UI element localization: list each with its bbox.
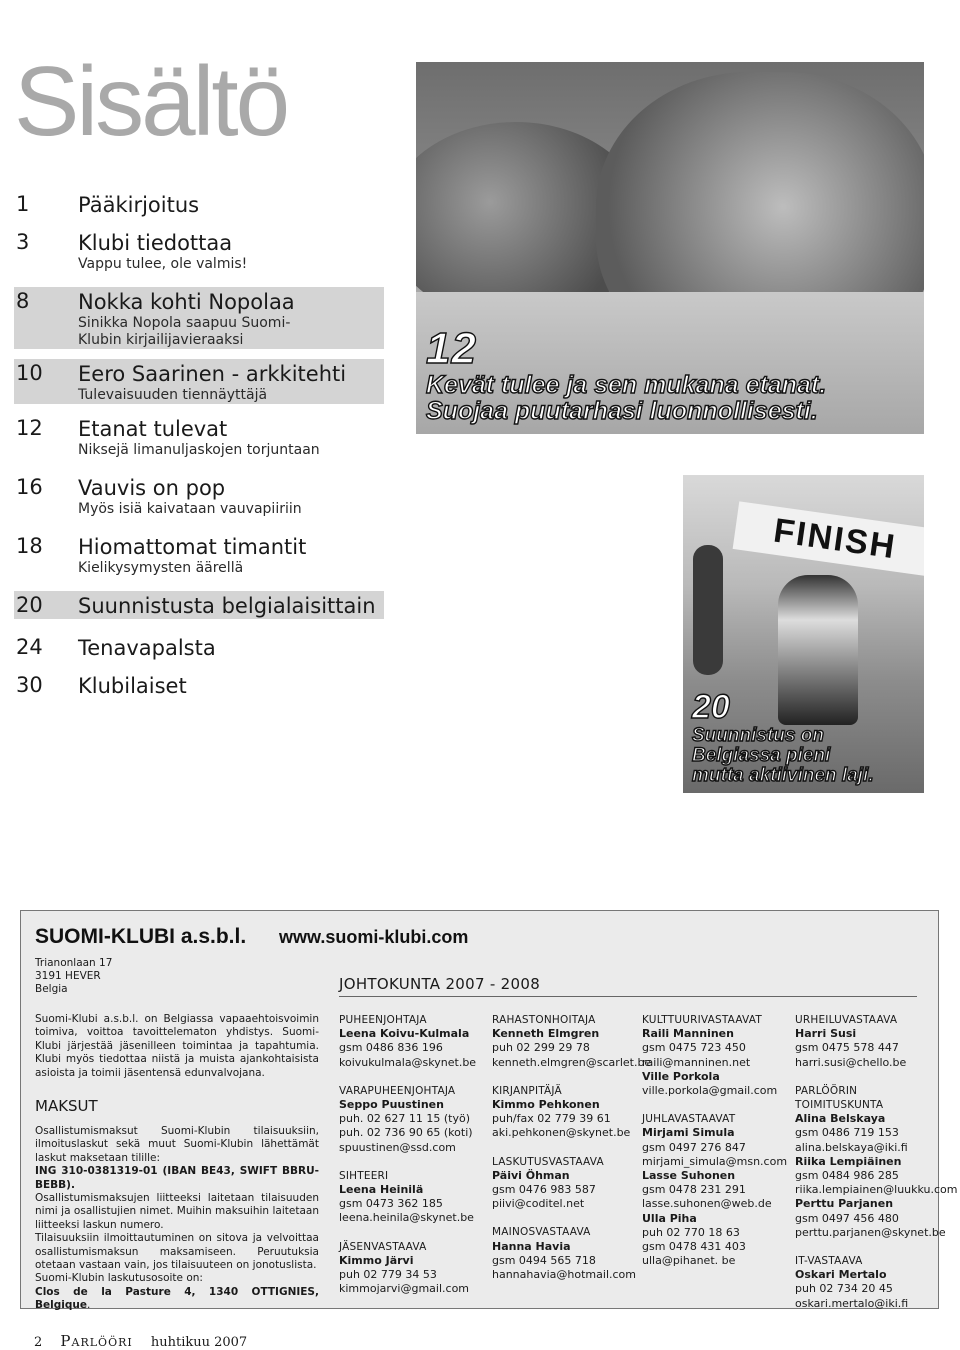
board-title: JOHTOKUNTA 2007 - 2008 [339, 975, 541, 993]
toc-title: Pääkirjoitus [78, 193, 200, 217]
board-member-name: Riika Lempiäinen [795, 1154, 902, 1168]
member-email[interactable]: raili@manninen.net [642, 1055, 751, 1069]
spacer [642, 1098, 790, 1112]
address-line: Trianonlaan 17 [35, 957, 113, 969]
member-email[interactable]: perttu.parjanen@skynet.be [795, 1225, 946, 1239]
board-member-name: Raili Manninen [642, 1027, 734, 1041]
member-phone: puh 02 779 34 53 [339, 1268, 437, 1282]
toc-entry[interactable] [14, 473, 384, 518]
board-role: VARAPUHEENJOHTAJA [339, 1084, 456, 1097]
toc-page-number: 10 [16, 361, 43, 385]
board-column [795, 1013, 958, 1311]
member-email[interactable]: kenneth.elmgren@scarlet.be [492, 1055, 652, 1069]
finish-banner: FINISH [733, 501, 924, 576]
board-member-name: Harri Susi [795, 1027, 857, 1041]
member-email[interactable]: harri.susi@chello.be [795, 1055, 907, 1069]
toc-entry[interactable] [14, 591, 384, 619]
spacer [492, 1211, 640, 1225]
toc-entry[interactable] [14, 633, 384, 661]
maksut-paragraph: Suomi-Klubin laskutusosoite on: [35, 1272, 203, 1285]
board-member-name: Ulla Piha [642, 1211, 697, 1225]
address-line: Belgia [35, 983, 68, 995]
board-column [339, 1013, 487, 1296]
toc-subtitle: Vappu tulee, ole valmis! [78, 256, 248, 272]
board-column [492, 1013, 652, 1282]
bank-account: ING 310-0381319-01 (IBAN BE43, SWIFT BBRU-BEBB). [35, 1165, 319, 1191]
board-member-name: Leena Koivu-Kulmala [339, 1027, 470, 1041]
member-email[interactable]: piivi@coditel.net [492, 1197, 585, 1211]
board-role: RAHASTONHOITAJA [492, 1014, 596, 1026]
maksut-paragraph: Osallistumismaksut Suomi-Klubin tilaisuuksiin, ilmoituslaskut sekä muut Suomi-Klubin lähettämät laskut maksetaan tilille: [35, 1125, 319, 1164]
member-phone: puh 02 299 29 78 [492, 1041, 590, 1055]
member-email[interactable]: hannahavia@hotmail.com [492, 1268, 636, 1282]
member-email[interactable]: leena.heinila@skynet.be [339, 1211, 474, 1225]
toc-entry[interactable] [14, 228, 384, 273]
toc-page-number: 16 [16, 475, 43, 499]
member-phone: gsm 0497 456 480 [795, 1211, 899, 1225]
toc-title: Klubilaiset [78, 674, 187, 698]
member-phone: gsm 0484 986 285 [795, 1169, 899, 1183]
photo2-caption [692, 690, 874, 786]
board-member-name: Kimmo Järvi [339, 1253, 414, 1267]
toc-page-number: 8 [16, 289, 30, 313]
photo2-caption-line: mutta aktiivinen laji. [692, 764, 874, 786]
member-phone: gsm 0478 431 403 [642, 1240, 746, 1254]
toc-entry[interactable] [14, 671, 384, 699]
divider [339, 996, 917, 997]
toc-entry[interactable] [14, 190, 384, 218]
toc-title: Suunnistusta belgialaisittain [78, 594, 376, 618]
toc-page-number: 30 [16, 673, 43, 697]
member-email[interactable]: ulla@pihanet. be [642, 1254, 736, 1268]
board-role: URHEILUVASTAAVA [795, 1014, 898, 1026]
toc-page-number: 24 [16, 635, 43, 659]
maksut-paragraph: Tilaisuuksiin ilmoittautuminen on sitova ja velvoittaa osallistumismaksun maksamiseen. Peruutuksia otetaan vastaan vain, jos tilaisuuteen on jonotuslista. [35, 1232, 319, 1272]
photo2-caption-line: Suunnistus on [692, 724, 824, 746]
toc-page-number: 20 [16, 593, 43, 617]
board-member-name: Kimmo Pehkonen [492, 1098, 600, 1112]
member-email[interactable]: mirjami_simula@msn.com [642, 1154, 788, 1168]
board-member-name: Leena Heinilä [339, 1183, 424, 1197]
club-intro: Suomi-Klubi a.s.b.l. on Belgiassa vapaaehtoisvoimin toimiva, voittoa tavoittelematon yhdistys. Suomi-Klubi järjestää jäsenilleen toimintaa ja tapahtumia. Klubi myös tiedottaa niistä ja muista ajankohtaisista asioista ja toimii jäsentensä edunvalvojana. [35, 1013, 319, 1079]
photo1-caption [426, 326, 826, 425]
member-phone: gsm 0486 836 196 [339, 1041, 443, 1055]
member-phone: puh 02 734 20 45 [795, 1282, 893, 1296]
photo1-caption-line: Kevät tulee ja sen mukana etanat. [426, 371, 827, 400]
board-member-name: Ville Porkola [642, 1069, 720, 1083]
member-phone: gsm 0473 362 185 [339, 1197, 443, 1211]
board-role: PARLÖÖRIN TOIMITUSKUNTA [795, 1084, 884, 1112]
toc-title: Eero Saarinen - arkkitehti [78, 362, 347, 386]
spacer [339, 1155, 487, 1169]
maksut-heading: MAKSUT [35, 1097, 98, 1115]
toc-subtitle: Kielikysymysten äärellä [78, 560, 244, 576]
toc-page-number: 1 [16, 192, 30, 216]
toc-page-number: 18 [16, 534, 43, 558]
toc-title: Etanat tulevat [78, 417, 228, 441]
member-phone: puh 02 770 18 63 [642, 1225, 740, 1239]
toc-title: Vauvis on pop [78, 476, 226, 500]
spacer [492, 1070, 640, 1084]
member-email[interactable]: spuustinen@ssd.com [339, 1140, 456, 1154]
table-of-contents [14, 190, 384, 709]
board-member-name: Seppo Puustinen [339, 1098, 444, 1112]
member-email[interactable]: lasse.suhonen@web.de [642, 1197, 772, 1211]
toc-title: Hiomattomat timantit [78, 535, 307, 559]
member-phone: gsm 0494 565 718 [492, 1253, 596, 1267]
member-email[interactable]: koivukulmala@skynet.be [339, 1055, 477, 1069]
board-member-name: Lasse Suhonen [642, 1169, 736, 1183]
member-phone: gsm 0497 276 847 [642, 1140, 746, 1154]
toc-entry[interactable] [14, 287, 384, 349]
spacer [339, 1226, 487, 1240]
photo1-caption-line: Suojaa puutarhasi luonnollisesti. [426, 397, 818, 426]
board-role: PUHEENJOHTAJA [339, 1014, 427, 1026]
member-email[interactable]: riika.lempiainen@luukku.com [795, 1183, 958, 1197]
page-title: Sisältö [14, 46, 288, 156]
member-email[interactable]: aki.pehkonen@skynet.be [492, 1126, 631, 1140]
member-email[interactable]: alina.belskaya@iki.fi [795, 1140, 908, 1154]
board-role: IT-VASTAAVA [795, 1255, 863, 1268]
billing-address: Clos de la Pasture 4, 1340 OTTIGNIES, Belgique [35, 1285, 319, 1312]
maksut-text: Osallistumismaksut Suomi-Klubin tilaisuuksiin, ilmoituslaskut sekä muut Suomi-Klubin lähettämät laskut maksetaan tilille: ING 310-0381319-01 (IBAN BE43, SWIFT BBRU-BEBB). Osallistumismaksujen liitteeksi laitetaan tilaisuuden nimi ja osallistujien nimet. Muihin maksuihin laitetaan liitteeksi laskun numero. Tilaisuuksiin ilmoittautuminen on sitova ja velvoittaa osallistumismaksun maksamiseen. Peruutuksia otetaan vastaan vain, jos tilaisuuteen on jonotuslista. Suomi-Klubin laskutusosoite on: Clos de la Pasture 4, 1340 OTTIGNIES, Belgique. [35, 1125, 319, 1312]
toc-subtitle: Sinikka Nopola saapuu Suomi- Klubin kirjailijavieraaksi [78, 315, 291, 348]
board-role: KIRJANPITÄJÄ [492, 1084, 562, 1097]
toc-entry[interactable] [14, 359, 384, 404]
board-member-name: Hanna Havia [492, 1239, 571, 1253]
issue-date: huhtikuu 2007 [150, 1335, 248, 1350]
toc-entry[interactable] [14, 414, 384, 459]
member-phone: gsm 0478 231 291 [642, 1183, 746, 1197]
toc-page-number: 12 [16, 416, 43, 440]
toc-entry[interactable] [14, 532, 384, 577]
toc-page-number: 3 [16, 230, 30, 254]
member-email[interactable]: kimmojarvi@gmail.com [339, 1282, 470, 1296]
board-role: MAINOSVASTAAVA [492, 1226, 591, 1239]
member-phone: puh. 02 627 11 15 (työ) [339, 1112, 471, 1126]
spacer [492, 1141, 640, 1155]
member-phone: puh/fax 02 779 39 61 [492, 1112, 611, 1126]
toc-subtitle: Tulevaisuuden tiennäyttäjä [78, 387, 268, 403]
member-phone: gsm 0475 578 447 [795, 1041, 899, 1055]
photo2-page-number: 20 [692, 688, 730, 726]
club-address [35, 957, 112, 996]
board-member-name: Oskari Mertalo [795, 1268, 887, 1282]
board-role: KULTTUURIVASTAAVAT [642, 1014, 762, 1026]
member-phone: gsm 0476 983 587 [492, 1183, 596, 1197]
board-member-name: Mirjami Simula [642, 1126, 735, 1140]
magazine-name: Parlööri [60, 1332, 133, 1350]
member-email[interactable]: ville.porkola@gmail.com [642, 1084, 778, 1098]
board-role: LASKUTUSVASTAAVA [492, 1155, 604, 1168]
member-phone: gsm 0475 723 450 [642, 1041, 746, 1055]
board-role: SIHTEERI [339, 1169, 389, 1182]
board-column [642, 1013, 790, 1268]
toc-subtitle: Niksejä limanuljaskojen torjuntaan [78, 442, 320, 458]
spacer [339, 1070, 487, 1084]
club-name: SUOMI-KLUBI a.s.b.l. [35, 925, 247, 948]
club-info-box [20, 910, 958, 1312]
page-footer [34, 1332, 247, 1350]
board-member-name: Alina Belskaya [795, 1112, 886, 1126]
toc-title: Klubi tiedottaa [78, 231, 233, 255]
board-member-name: Kenneth Elmgren [492, 1027, 600, 1041]
board-role: JUHLAVASTAAVAT [642, 1113, 736, 1126]
club-website-link[interactable]: www.suomi-klubi.com [279, 927, 469, 947]
board-member-name: Perttu Parjanen [795, 1197, 894, 1211]
address-line: 3191 HEVER [35, 970, 101, 982]
board-role: JÄSENVASTAAVA [339, 1240, 427, 1253]
toc-title: Tenavapalsta [78, 636, 216, 660]
toc-title: Nokka kohti Nopolaa [78, 290, 295, 314]
member-email[interactable]: oskari.mertalo@iki.fi [795, 1296, 909, 1310]
page-number: 2 [34, 1335, 43, 1350]
maksut-paragraph: Osallistumismaksujen liitteeksi laitetaan tilaisuuden nimi ja osallistujien nimet. Muihin maksuihin laitetaan liitteeksi laskun numero. [35, 1192, 319, 1231]
board-member-name: Päivi Öhman [492, 1168, 570, 1182]
spacer [795, 1240, 943, 1254]
photo1-page-number: 12 [426, 324, 477, 373]
toc-subtitle: Myös isiä kaivataan vauvapiiriin [78, 501, 302, 517]
person-shape [693, 545, 723, 675]
member-phone: puh. 02 736 90 65 (koti) [339, 1126, 473, 1140]
member-phone: gsm 0486 719 153 [795, 1126, 899, 1140]
photo2-caption-line: Belgiassa pieni [692, 744, 831, 766]
spacer [795, 1070, 943, 1084]
